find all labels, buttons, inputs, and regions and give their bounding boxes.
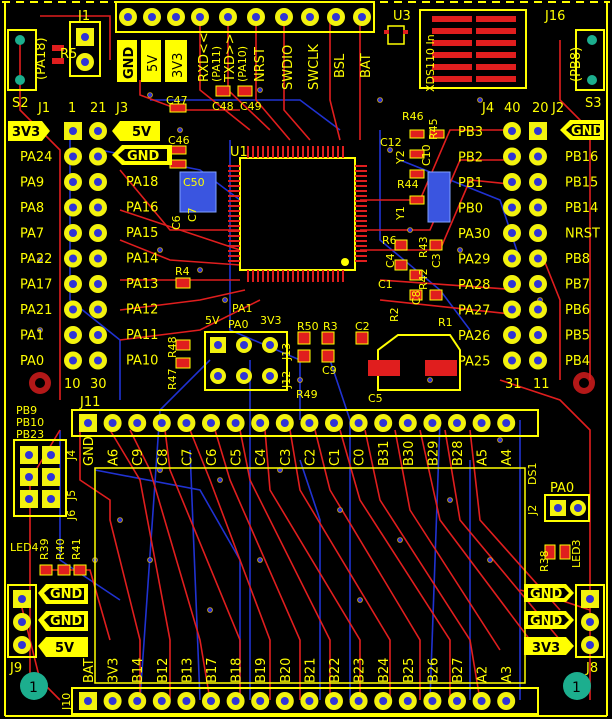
- j10-pin-9-hole: [305, 697, 313, 705]
- left-col-label-1: PA9: [20, 175, 45, 191]
- j2-pin-b-5-hole: [534, 255, 542, 263]
- label-c12: C12: [380, 136, 402, 149]
- right-col2-label-2: PB14: [565, 201, 599, 216]
- label-pa0-led: PA0: [550, 481, 575, 496]
- left-col-label-6: PA21: [20, 303, 53, 318]
- j11-pin-17-hole: [502, 419, 510, 427]
- left-mid-label-2: PB23: [16, 428, 45, 441]
- label-pa0-jumper: PA0: [228, 318, 249, 331]
- flag-gnd-top-text: GND: [122, 46, 137, 79]
- label-r43: R43: [417, 236, 430, 258]
- j10-pin-0-hole: [84, 697, 92, 705]
- label-r41: R41: [70, 538, 83, 560]
- j11-label-7: C4: [254, 448, 270, 466]
- pin-20: 20: [532, 101, 549, 116]
- label-c8: C8: [410, 290, 423, 305]
- label-j9: J9: [10, 661, 23, 676]
- label-j2: J2: [552, 101, 565, 116]
- left-col2-label-7: PA10: [126, 353, 159, 369]
- right-col2-label-6: PB6: [565, 303, 591, 318]
- label-r39: R39: [38, 538, 51, 560]
- flag-5v-left-text: 5V: [132, 125, 152, 140]
- label-s3: S3: [585, 96, 602, 111]
- j2-pin-b-9-hole: [534, 357, 542, 365]
- label-r38: R38: [538, 550, 551, 572]
- label-txd: TXD>>: [223, 33, 238, 82]
- right-col-label-5: PA29: [458, 252, 491, 268]
- right-col2-label-8: PB4: [565, 354, 591, 369]
- label-j1: J1: [78, 9, 91, 24]
- left-col-label-5: PA17: [20, 277, 53, 293]
- label-pa1-jumper: PA1: [232, 302, 253, 315]
- j10-pin-2-hole: [133, 697, 141, 705]
- right-col-label-2: PB1: [458, 176, 484, 191]
- label-j10: J10: [60, 692, 73, 710]
- label-r44: R44: [397, 178, 419, 191]
- label-c2: C2: [355, 320, 370, 333]
- j10-label-2: B14: [131, 657, 147, 683]
- label-txd-sub: (PA10): [236, 45, 249, 82]
- label-j2-mid: J2: [526, 504, 539, 515]
- flag-gnd-bl2-text: GND: [50, 614, 83, 629]
- j10-pin-12-hole: [379, 697, 387, 705]
- j11-label-6: C5: [229, 448, 245, 466]
- j1-pin-b-0-hole: [94, 127, 102, 135]
- label-ds1: DS1: [526, 462, 539, 485]
- label-led4: LED4: [10, 541, 39, 554]
- flag-gnd-bl1-text: GND: [50, 587, 83, 602]
- j10-pin-14-hole: [428, 697, 436, 705]
- j11-pin-2-hole: [133, 419, 141, 427]
- label-pb8-paren: (PB8): [569, 46, 584, 82]
- label-s2: S2: [12, 96, 29, 111]
- j2-pin-b-6-hole: [534, 280, 542, 288]
- j2-pin-a-5-hole: [508, 255, 516, 263]
- j10-label-17: A3: [500, 665, 516, 683]
- j2-pin-a-0-hole: [508, 127, 516, 135]
- j10-label-6: B18: [229, 657, 245, 683]
- j1-pin-a-7-hole: [69, 306, 77, 314]
- label-3v3-jumper: 3V3: [260, 314, 282, 327]
- j1-pin-a-4-hole: [69, 229, 77, 237]
- label-r2: R2: [388, 307, 401, 322]
- j11-label-15: B28: [451, 440, 466, 466]
- flag-3v3-left-text: 3V3: [12, 125, 41, 140]
- label-u1: U1: [230, 145, 248, 160]
- right-col2-label-1: PB15: [565, 175, 599, 191]
- j2-pin-a-7-hole: [508, 306, 516, 314]
- j10-label-4: B13: [180, 657, 196, 683]
- label-y2: Y2: [394, 150, 407, 164]
- label-c4: C4: [384, 253, 397, 268]
- j1-pin-a-1-hole: [69, 153, 77, 161]
- label-rxd-sub: (PA11): [210, 45, 223, 82]
- left-col-label-0: PA24: [20, 150, 53, 165]
- label-c10: C10: [420, 144, 433, 166]
- j2-pin-b-3-hole: [534, 204, 542, 212]
- j1-pin-b-8-hole: [94, 331, 102, 339]
- label-j12: J12: [280, 370, 293, 388]
- j1-pin-a-8-hole: [69, 331, 77, 339]
- left-mid-label-1: PB10: [16, 416, 45, 429]
- j10-label-13: B25: [401, 657, 417, 683]
- j11-pin-9-hole: [305, 419, 313, 427]
- label-c3: C3: [430, 253, 443, 268]
- label-j4-mid: J4: [65, 449, 78, 460]
- j11-label-16: A5: [475, 448, 491, 466]
- left-mid-label-0: PB9: [16, 404, 38, 417]
- j10-label-1: 3V3: [106, 657, 122, 683]
- label-r6: R6: [382, 234, 397, 247]
- j11-label-13: B30: [401, 440, 417, 466]
- pin-31: 31: [505, 377, 522, 392]
- j10-pin-11-hole: [355, 697, 363, 705]
- label-j4: J4: [482, 101, 495, 116]
- label-c6: C6: [170, 215, 183, 230]
- j11-label-3: C8: [155, 448, 171, 466]
- flag-3v3-top-text: 3V3: [171, 52, 186, 78]
- j11-pin-11-hole: [355, 419, 363, 427]
- j10-pin-4-hole: [182, 697, 190, 705]
- label-r46: R46: [402, 110, 424, 123]
- pin-10: 10: [64, 377, 81, 392]
- j1-pin-b-6-hole: [94, 280, 102, 288]
- j1-pin-b-9-hole: [94, 357, 102, 365]
- j2-pin-b-2-hole: [534, 178, 542, 186]
- j11-label-5: C6: [205, 448, 220, 466]
- right-col-label-4: PA30: [458, 227, 491, 242]
- j10-pin-13-hole: [404, 697, 412, 705]
- j2-pin-a-9-hole: [508, 357, 516, 365]
- j11-pin-14-hole: [428, 419, 436, 427]
- j2-pin-b-1-hole: [534, 153, 542, 161]
- label-bsl: BSL: [333, 53, 348, 78]
- j10-label-15: B27: [451, 657, 466, 683]
- j10-label-10: B22: [328, 657, 343, 683]
- label-swdio: SWDIO: [281, 44, 296, 90]
- left-col2-label-3: PA14: [126, 251, 159, 267]
- j10-label-14: B26: [426, 657, 442, 683]
- right-col2-label-7: PB5: [565, 328, 591, 344]
- flag-5v-top-text: 5V: [146, 54, 161, 72]
- corner-mark-right: 1: [572, 680, 581, 696]
- label-c50: C50: [183, 176, 205, 189]
- right-col-label-1: PB2: [458, 150, 484, 166]
- j1-pin-b-3-hole: [94, 204, 102, 212]
- right-col-label-0: PB3: [458, 125, 484, 140]
- right-col2-label-0: PB16: [565, 150, 599, 165]
- j10-pin-3-hole: [158, 697, 166, 705]
- label-r50: R50: [297, 320, 319, 333]
- left-col-label-7: PA1: [20, 328, 45, 344]
- j11-pin-6-hole: [232, 419, 240, 427]
- label-r42: R42: [417, 268, 430, 290]
- label-j3: J3: [116, 101, 129, 116]
- j11-label-0: GND: [82, 436, 97, 466]
- flag-5v-bl-text: 5V: [55, 641, 75, 656]
- j10-pin-16-hole: [478, 697, 486, 705]
- j2-pin-a-6-hole: [508, 280, 516, 288]
- pin-30: 30: [90, 377, 107, 392]
- j10-label-3: B12: [155, 657, 171, 683]
- left-col-label-3: PA7: [20, 226, 45, 242]
- right-col-label-6: PA28: [458, 278, 491, 293]
- j2-pin-a-2-hole: [508, 178, 516, 186]
- j2-pin-b-0-hole: [534, 127, 542, 135]
- j1-pin-a-6-hole: [69, 280, 77, 288]
- left-col-label-2: PA8: [20, 201, 45, 216]
- j11-label-17: A4: [500, 448, 516, 466]
- right-col2-label-5: PB7: [565, 277, 591, 293]
- j11-label-8: C3: [278, 448, 294, 466]
- label-r3: R3: [323, 320, 338, 333]
- j11-label-11: C0: [352, 448, 368, 466]
- right-col2-label-3: NRST: [565, 226, 600, 242]
- j11-pin-0-hole: [84, 419, 92, 427]
- flag-gnd-br1-text: GND: [530, 587, 563, 602]
- j10-pin-8-hole: [281, 697, 289, 705]
- j1-pin-a-0-hole: [69, 127, 77, 135]
- label-bat-top: BAT: [359, 53, 374, 78]
- label-pa18-paren: (PA18): [34, 37, 49, 80]
- j10-label-5: B17: [205, 657, 220, 683]
- j10-label-7: B19: [254, 657, 270, 683]
- label-xds110: XDS110 In: [424, 34, 437, 92]
- left-col2-label-6: PA11: [126, 328, 159, 343]
- left-col-label-4: PA22: [20, 252, 53, 267]
- right-col-label-7: PA27: [458, 303, 491, 319]
- label-r48: R48: [166, 336, 179, 358]
- label-j8: J8: [586, 661, 599, 676]
- pin-11: 11: [533, 377, 550, 392]
- j2-pin-a-3-hole: [508, 204, 516, 212]
- j10-label-9: B21: [303, 657, 319, 683]
- right-col-label-8: PA26: [458, 329, 491, 344]
- pin-1: 1: [68, 101, 77, 116]
- left-col2-label-1: PA16: [126, 200, 159, 216]
- j1-pin-a-3-hole: [69, 204, 77, 212]
- label-j6: J6: [65, 509, 78, 520]
- left-col2-label-0: PA18: [126, 175, 159, 190]
- j1-pin-b-5-hole: [94, 255, 102, 263]
- label-u3: U3: [393, 9, 411, 24]
- label-c5: C5: [368, 392, 383, 405]
- label-c48: C48: [212, 100, 234, 113]
- label-r45: R45: [427, 118, 440, 140]
- label-r1: R1: [438, 316, 453, 329]
- j11-label-10: C1: [328, 448, 343, 466]
- j1-pin-b-4-hole: [94, 229, 102, 237]
- label-led3: LED3: [570, 539, 583, 568]
- left-col-label-8: PA0: [20, 354, 45, 369]
- label-j16: J16: [545, 9, 566, 24]
- j10-pin-10-hole: [330, 697, 338, 705]
- right-col2-label-4: PB8: [565, 252, 591, 267]
- j11-pin-4-hole: [182, 419, 190, 427]
- label-j5: J5: [65, 489, 78, 500]
- label-c1: C1: [378, 278, 393, 291]
- label-5v-jumper: 5V: [205, 314, 220, 327]
- j11-pin-16-hole: [478, 419, 486, 427]
- j11-pin-5-hole: [207, 419, 215, 427]
- label-r4: R4: [175, 265, 190, 278]
- j1-pin-a-9-hole: [69, 357, 77, 365]
- j11-pin-8-hole: [281, 419, 289, 427]
- j11-pin-13-hole: [404, 419, 412, 427]
- left-col2-label-2: PA15: [126, 226, 159, 241]
- label-swclk: SWCLK: [307, 44, 322, 90]
- j10-label-11: B23: [352, 657, 368, 683]
- label-j1-header: J1: [38, 101, 51, 116]
- pin-40: 40: [504, 101, 521, 116]
- j10-pin-7-hole: [256, 697, 264, 705]
- j11-label-1: A6: [106, 448, 122, 466]
- j11-label-4: C7: [180, 448, 196, 466]
- j11-pin-12-hole: [379, 419, 387, 427]
- label-c9: C9: [322, 364, 337, 377]
- label-rxd: RXD<<: [197, 32, 212, 82]
- j1-pin-a-5-hole: [69, 255, 77, 263]
- label-r40: R40: [54, 538, 67, 560]
- j10-pin-1-hole: [109, 697, 117, 705]
- label-r47: R47: [166, 368, 179, 390]
- label-r5: R5: [60, 47, 78, 62]
- j2-pin-a-1-hole: [508, 153, 516, 161]
- label-c46: C46: [168, 134, 190, 147]
- flag-gnd-left-text: GND: [127, 149, 160, 164]
- right-col-label-3: PB0: [458, 201, 484, 217]
- flag-gnd-br2-text: GND: [530, 614, 563, 629]
- j10-label-8: B20: [278, 657, 294, 683]
- label-nrst-top: NRST: [253, 47, 268, 82]
- flag-3v3-br-text: 3V3: [532, 641, 561, 656]
- j11-label-12: B31: [377, 440, 393, 466]
- j2-pin-a-4-hole: [508, 229, 516, 237]
- j11-pin-3-hole: [158, 419, 166, 427]
- j2-pin-b-8-hole: [534, 331, 542, 339]
- left-col2-label-5: PA12: [126, 302, 159, 318]
- j1-pin-b-2-hole: [94, 178, 102, 186]
- label-c47: C47: [166, 94, 188, 107]
- j11-pin-7-hole: [256, 419, 264, 427]
- j1-pin-b-1-hole: [94, 153, 102, 161]
- label-y1: Y1: [394, 206, 407, 220]
- label-r49: R49: [296, 388, 318, 401]
- label-j11: J11: [80, 395, 101, 410]
- j10-pin-5-hole: [207, 697, 215, 705]
- label-j13: J13: [280, 342, 293, 360]
- flag-gnd-right-text: GND: [571, 124, 604, 139]
- j10-label-0: BAT: [82, 658, 97, 683]
- label-c7: C7: [186, 207, 199, 222]
- j11-pin-1-hole: [109, 419, 117, 427]
- left-col2-label-4: PA13: [126, 277, 159, 292]
- j10-label-12: B24: [377, 657, 393, 683]
- j10-pin-15-hole: [453, 697, 461, 705]
- j2-pin-b-7-hole: [534, 306, 542, 314]
- j2-pin-a-8-hole: [508, 331, 516, 339]
- pin-21: 21: [90, 101, 107, 116]
- j1-pin-b-7-hole: [94, 306, 102, 314]
- j11-label-9: C2: [303, 448, 319, 466]
- label-c49: C49: [240, 100, 262, 113]
- j2-pin-b-4-hole: [534, 229, 542, 237]
- corner-mark-left: 1: [29, 680, 38, 696]
- j11-pin-10-hole: [330, 419, 338, 427]
- j11-label-14: B29: [426, 440, 442, 466]
- j11-label-2: C9: [131, 448, 147, 466]
- j10-pin-17-hole: [502, 697, 510, 705]
- right-col-label-9: PA25: [458, 354, 491, 370]
- j11-pin-15-hole: [453, 419, 461, 427]
- j1-pin-a-2-hole: [69, 178, 77, 186]
- j10-pin-6-hole: [232, 697, 240, 705]
- j10-label-16: A2: [475, 665, 491, 683]
